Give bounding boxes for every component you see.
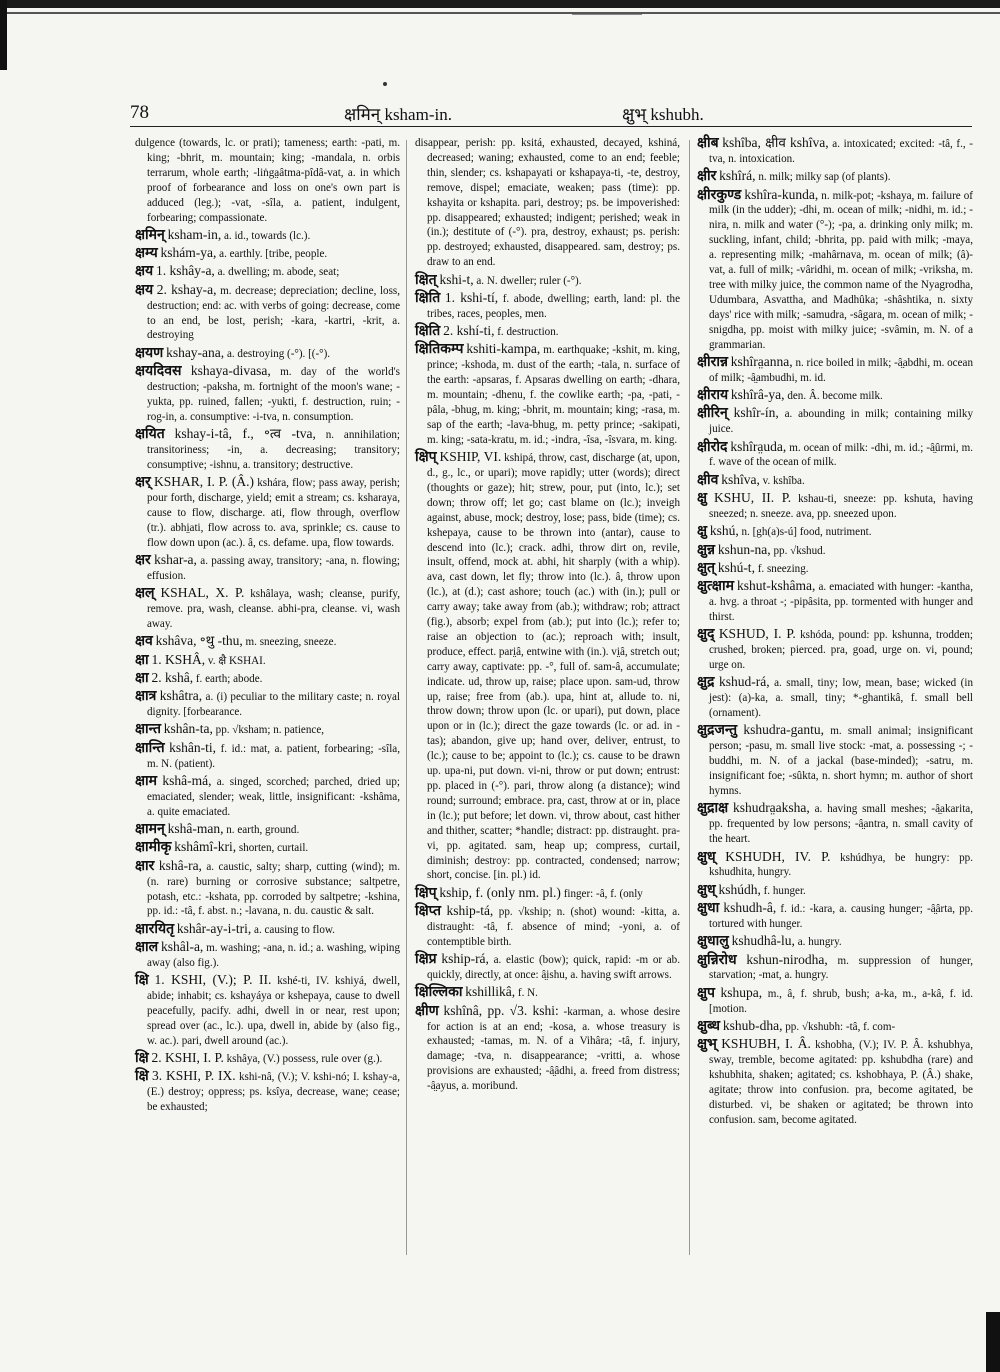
entry-definition: pp. √kshud. — [773, 544, 826, 557]
dictionary-entry — [415, 136, 680, 270]
dictionary-entry — [415, 450, 680, 883]
dictionary-entry — [135, 973, 400, 1049]
entry-definition: a. small, tiny; low, mean, base; wicked (in jest): (a)-ka, a. small, tiny; *-ghantikâ, f. small bell (ornament). — [709, 677, 974, 720]
dictionary-entry — [697, 801, 973, 847]
entry-definition: dulgence (towards, lc. or prati); tameness; earth: -pati, m. king; -bhrit, m. mountain; king; -mandala, n. orbis terrarum, whole earth; -liṅga̤âtma-pîdâ-vat, a. in which proof of forbearance and loss on one's own part is adduced (leg.); -vat, -sîla, a. patient, indulgent, forbearing; compassionate. — [135, 137, 400, 224]
dictionary-entry — [697, 1019, 973, 1035]
headword-transliteration: kshú-t, — [717, 559, 755, 575]
headword-devanagari: क्षीरिन् — [697, 405, 728, 422]
headword-devanagari: क्षर् — [135, 474, 151, 491]
dictionary-entry — [415, 952, 680, 983]
dictionary-entry — [697, 723, 973, 799]
entry-definition: pp. √ksham; n. patience, — [215, 724, 325, 737]
dictionary-entry — [697, 883, 973, 899]
dictionary-entry — [135, 346, 400, 362]
headword-transliteration: kshub-dha, — [722, 1017, 783, 1033]
dictionary-entry — [415, 324, 680, 340]
entry-definition: a. earthly. [tribe, people. — [219, 248, 328, 261]
headword-devanagari: क्षुब्ध — [697, 1017, 721, 1034]
header-rule — [130, 126, 972, 127]
dictionary-entry — [135, 722, 400, 738]
entry-definition: m. decrease; depreciation; decline, loss, destruction; end: ac. with verbs of going: decrease, come to an end, be lost, perish; -kara, -kartri, -krit, a. destroying — [147, 284, 400, 342]
dictionary-entry — [135, 1051, 400, 1067]
entry-definition: a. id., towards (lc.). — [224, 229, 311, 242]
dictionary-entry — [697, 188, 973, 353]
headword-devanagari: क्षान्ति — [135, 739, 165, 756]
dictionary-entry — [697, 543, 973, 559]
entry-definition: kshi-nâ, (V.); V. kshi-nó; I. kshay-a, (E.) destroy; oppress; ps. ksîya, decrease, wane; cease; be exhausted; — [147, 1071, 400, 1114]
headword-transliteration: kshudra-gantu, — [743, 722, 824, 738]
headword-devanagari: क्षिप् — [415, 449, 437, 466]
entry-definition: disappear, perish: pp. ksitá, exhausted, decayed, kshiná, decreased; waning; exhausted, come to an end; feeble; thin, slender; cs. kshapayati or kshapaya-ti, -te, destroy, remove, dispel; emaciate, weaken; pass (time): pp. kshayita or kshapita. pari, destroy; ps. be impoverished: pp. disappeared; exhausted; indigent; perished; weak in (in.); destitute of (-°). pra, destroy, exhaust; ps. perish: pp. destroyed; exhausted, disappeared. sam, destroy; ps. draw to an end. — [415, 137, 680, 269]
headword-transliteration: 1. kshây-a, — [155, 263, 215, 279]
dictionary-entry — [135, 1069, 400, 1115]
dictionary-entry — [697, 675, 973, 721]
dictionary-entry — [697, 934, 973, 950]
headword-devanagari: क्षिल्लिका — [415, 984, 463, 1001]
dictionary-entry — [697, 473, 973, 489]
headword-devanagari: क्षारयितृ — [135, 920, 175, 937]
entry-definition: n. earth, ground. — [226, 824, 300, 837]
dictionary-entry — [135, 634, 400, 650]
headword-devanagari: क्षर — [135, 552, 151, 569]
headword-transliteration: kshudra̤aksha, — [732, 800, 810, 816]
headword-transliteration: kshân-ti, — [169, 739, 217, 755]
headword-devanagari: क्षाम — [135, 772, 158, 789]
headword-devanagari: क्षुधा — [697, 900, 720, 917]
headword-devanagari: क्षामीकृ — [135, 839, 172, 856]
entry-definition: m. day of the world's destruction; -paksha, m. fortnight of the moon's wane; -yukta, pp. ruined, fallen; -yukti, f. destruction, ruin; -rog-in, a. consumptive: -i-tva, n. consumption. — [147, 366, 400, 423]
headword-devanagari: क्षान्त — [135, 721, 161, 738]
entry-definition: a. hungry. — [797, 936, 842, 949]
dictionary-entry — [135, 553, 400, 584]
entry-definition: kshâlaya, wash; cleanse, purify, remove. pra, wash, cleanse. abhi-pra, cleanse. vi, wash away. — [147, 588, 400, 631]
headword-devanagari: क्षुत् — [697, 559, 716, 576]
dictionary-column-3 — [697, 136, 973, 1130]
headword-devanagari: क्षार — [135, 857, 155, 874]
entry-definition: m. washing; -ana, n. id.; a. washing, wiping away (also fig.). — [147, 942, 400, 969]
dictionary-entry — [135, 922, 400, 938]
dictionary-entry — [135, 136, 400, 225]
headword-devanagari: क्षु — [697, 490, 708, 507]
dictionary-entry — [415, 273, 680, 289]
headword-transliteration: kshú, — [709, 523, 739, 539]
entry-definition: m. suppression of hunger, starvation; -mat, a. hungry. — [709, 954, 973, 982]
headword-transliteration: kshay-ana, — [166, 344, 225, 360]
headword-transliteration: kshám-ya, — [160, 245, 217, 261]
dictionary-entry — [135, 364, 400, 425]
headword-devanagari: क्षुध् — [697, 848, 716, 865]
headword-devanagari: क्षुभ् — [697, 1036, 717, 1053]
entry-definition: f. earth; abode. — [195, 672, 263, 685]
scan-speck — [383, 82, 387, 86]
entry-definition: v. क्षै KSHAI. — [207, 654, 266, 667]
entry-definition: kshóda, pound: pp. kshunna, trodden; crushed, broken; pierced. pra, goad, urge on. vi, pound; urge on. — [709, 629, 974, 672]
headword-devanagari: क्षित् — [415, 271, 437, 288]
dictionary-entry — [135, 427, 400, 473]
headword-devanagari: क्षुद्राक्ष — [697, 800, 729, 817]
entry-definition: shorten, curtail. — [238, 842, 309, 855]
dictionary-entry — [697, 388, 973, 404]
headword-transliteration: kshud-rá, — [718, 674, 770, 690]
entry-definition: kshobha, (V.); IV. P. Â. kshubhya, sway, tremble, become agitated: pp. kshubdha (rare) and kshubhita, shaken; agitated; cs. kshobhaya, P. (Â.) shake, agitate; throw into confusion. pra, become agitated, be disturbed. vi, be shaken or agitated; be thrown into confusion. sam, become agitated. — [709, 1039, 973, 1126]
entry-definition: pp. √kshubh: -tâ, f. com- — [785, 1020, 896, 1033]
headword-devanagari: क्षीर — [697, 168, 717, 185]
headword-devanagari: क्षुध् — [697, 881, 716, 898]
headword-devanagari: क्षुन्निरोध — [697, 951, 737, 968]
entry-definition: n. milk-pot; -kshaya, m. failure of milk (in the udder); -dhi, m. ocean of milk; -nidhi, m. id.; -nira, n. milk and water (°-); -pa, a. drinking only milk; m. suckling, infant, child; -bhrita, pp. paid with milk; -maya, a. representing milk; -mahârnava, m. ocean of milk; (â)-vat, a. full of milk; -vâridhi, m. ocean of milk; -vriksha, m. tree with milky juice, the common name of the Nyagrodha, Udumbara, Asvattha, and Madhûka; -shâshtika, n. sixty days' rice with milk; -samudra, -sâgara, m. ocean of milk; -snigdha, pp. moist with milky juice; -svâmin, m. N. of a grammarian. — [709, 189, 973, 351]
headword-devanagari: क्षिप् — [415, 884, 437, 901]
headword-devanagari: क्षयदिवस — [135, 363, 182, 380]
headword-transliteration: 2. KSHI, I. P. — [151, 1050, 224, 1066]
dictionary-entry — [697, 1037, 973, 1127]
headword-devanagari: क्षव — [135, 633, 153, 650]
entry-definition: den. Â. become milk. — [787, 390, 883, 403]
dictionary-entry — [697, 561, 973, 577]
headword-devanagari: क्षीण — [415, 1002, 439, 1019]
dictionary-entry — [135, 822, 400, 838]
headword-devanagari: क्षिति — [415, 323, 441, 340]
headword-devanagari: क्षिप्र — [415, 951, 437, 968]
entry-definition: a. singed, scorched; parched, dried up; emaciated, slender; weak, little, insignificant: -kshâma, a. quite emaciated. — [147, 775, 400, 818]
entry-definition: a. passing away, transitory; -ana, n. flowing; effusion. — [147, 555, 400, 582]
headword-transliteration: 2. kshí-ti, — [443, 323, 495, 339]
entry-definition: kshé-ti, IV. kshiyá, dwell, abide; inhabit; cs. kshayáya or kshepaya, cause to dwell peacefully, pacify. adhi, dwell in or near, rest upon; spread over (ac., lc.). upa, dwell in, abide by (also fig., w. ac.). pari, dwell around (ac.). — [147, 975, 400, 1047]
entry-definition: f. sneezing. — [757, 562, 809, 575]
dictionary-entry — [415, 342, 680, 447]
entry-definition: kshára, flow; pass away, perish; pour forth, discharge, yield; emit a stream; cs. ksharaya, cause to flow, discharge. ati, flow through, overflow (tr.). abhi̤ati, flow across to. ava, sprinkle; cs. cause to flow down upon (ac.). â, cs. defame. upa, flow towards. — [147, 477, 401, 549]
dictionary-entry — [135, 774, 400, 820]
headword-transliteration: KSHAL, X. P. — [160, 585, 245, 601]
headword-transliteration: kshîr-ín, — [733, 405, 779, 421]
entry-definition: f. N. — [517, 987, 538, 1000]
entry-definition: kshúdhya, be hungry: pp. kshudhita, hungry. — [709, 851, 973, 879]
headword-transliteration: 1. KSHÂ, — [151, 651, 206, 667]
headword-transliteration: kshâ-ra, — [158, 857, 202, 873]
headword-transliteration: kshaya-divasa, — [190, 363, 271, 379]
entry-definition: m. small animal; insignificant person; -pasu, m. small live stock: -mat, a. possessing -; -buddhi, m. N. of a jackal (base-minded); -satru, m. insignificant foe; -sûkta, n. short hymn; m. author of short hymns. — [709, 725, 973, 798]
dictionary-entry — [135, 671, 400, 687]
dictionary-entry — [135, 741, 400, 772]
headword-transliteration: kshâtra, — [159, 688, 203, 704]
headword-devanagari: क्षयण — [135, 344, 164, 361]
dictionary-column-1 — [135, 136, 400, 1118]
scan-mark — [572, 14, 642, 15]
headword-transliteration: KSHUBH, I. Â. — [721, 1036, 811, 1052]
dictionary-entry — [135, 586, 400, 632]
entry-definition: a. elastic (bow); quick, rapid: -m or ab. quickly, directly, at once: â̤ishu, a. having swift arrows. — [427, 954, 680, 982]
headword-transliteration: kshîrá, — [719, 168, 756, 184]
headword-devanagari: क्षुधालु — [697, 933, 729, 950]
entry-definition: a. N. dweller; ruler (-°). — [476, 274, 582, 287]
headword-devanagari: क्षि — [135, 1050, 149, 1067]
headword-transliteration: KSHIP, VI. — [439, 449, 502, 465]
headword-transliteration: kshar-a, — [154, 552, 197, 568]
dictionary-entry — [697, 169, 973, 185]
dictionary-entry — [415, 291, 680, 322]
headword-devanagari: क्षुद् — [697, 626, 715, 643]
headword-transliteration: kshîra-kunda, — [744, 186, 819, 202]
dictionary-entry — [135, 475, 400, 551]
headword-transliteration: kshiti-kampa, — [466, 341, 541, 357]
dictionary-entry — [697, 901, 973, 932]
headword-transliteration: 1. kshi-tí, — [444, 289, 499, 305]
dictionary-entry — [135, 689, 400, 720]
scan-border-top — [0, 0, 1000, 8]
scan-border-left — [0, 0, 7, 70]
headword-transliteration: kshîrâ-ya, — [730, 387, 785, 403]
entry-definition: m. ocean of milk: -dhi, m. id.; -â̤ûrmi, m. f. wave of the ocean of milk. — [709, 441, 973, 469]
headword-devanagari: क्षीराय — [697, 387, 729, 404]
dictionary-entry — [697, 627, 973, 673]
dictionary-entry — [697, 953, 973, 984]
headword-devanagari: क्षीब — [697, 135, 719, 151]
headword-devanagari: क्षय — [135, 281, 154, 298]
header-left-guideword: क्षमिन् ksham-in. — [344, 105, 452, 124]
dictionary-column-2 — [415, 136, 680, 1096]
headword-transliteration: kshi-t, — [439, 271, 474, 287]
headword-devanagari: क्षीरोद — [697, 438, 728, 455]
entry-definition: f. id.: -kara, a. causing hunger; -â̤ârta, pp. tortured with hunger. — [709, 903, 973, 930]
headword-transliteration: kshînâ, pp. √3. kshi: — [443, 1002, 559, 1018]
headword-transliteration: KSHU, II. P. — [714, 490, 792, 506]
headword-transliteration: ksham-in, — [167, 226, 222, 242]
entry-definition: a. (i) peculiar to the military caste; n. royal dignity. [forbearance. — [147, 691, 400, 719]
entry-definition: pp. √kship; n. (shot) wound: -kitta, a. distraught: -tâ, f. absence of mind; -yoni, a. of contemptible birth. — [427, 906, 680, 948]
dictionary-entry — [697, 355, 973, 386]
headword-transliteration: kshupa, — [720, 984, 763, 1000]
dictionary-entry — [415, 1004, 680, 1094]
headword-devanagari: क्षि — [135, 972, 149, 989]
headword-devanagari: क्षा — [135, 651, 149, 668]
entry-definition: a. emaciated with hunger: -kantha, a. hvg. a throat -; -pipâsita, pp. tormented with hunger and thirst. — [709, 581, 973, 623]
headword-transliteration: kshillikâ, — [465, 984, 516, 1000]
dictionary-entry — [135, 246, 400, 262]
headword-transliteration: 3. KSHI, P. IX. — [151, 1068, 236, 1084]
headword-devanagari: क्षुत्क्षाम — [697, 578, 734, 595]
dictionary-entry — [135, 283, 400, 344]
headword-transliteration: kshun-na, — [717, 541, 771, 557]
entry-definition: a. destroying (-°). [(-°). — [226, 347, 331, 360]
dictionary-entry — [135, 859, 400, 920]
entry-definition: n. milk; milky sap (of plants). — [758, 171, 891, 184]
entry-definition: a. intoxicated; excited: -tâ, f., -tva, n. intoxication. — [709, 138, 973, 165]
headword-transliteration: 2. kshâ, — [151, 669, 194, 685]
dictionary-entry — [697, 524, 973, 540]
entry-definition: f. abode, dwelling; earth, land: pl. the tribes, races, peoples, men. — [427, 292, 680, 320]
headword-transliteration: kshîra̤anna, — [730, 353, 793, 369]
dictionary-entry — [135, 840, 400, 856]
headword-transliteration: kshâr-ay-i-tri, — [176, 920, 252, 936]
entry-definition: n. annihilation; transitoriness; -in, a. decreasing; transitory; consumptive; -ishnu, a. transitory; destructive. — [147, 429, 400, 471]
page-number: 78 — [130, 102, 149, 123]
headword-devanagari: क्षयित — [135, 426, 165, 443]
headword-devanagari: क्षात्र — [135, 688, 157, 705]
dictionary-entry — [415, 904, 680, 950]
entry-definition: f. id.: mat, a. patient, forbearing; -sîla, m. N. (patient). — [147, 742, 400, 770]
headword-devanagari: क्षुप — [697, 984, 715, 1001]
dictionary-entry — [697, 406, 973, 437]
column-divider — [689, 140, 690, 1255]
headword-transliteration: KSHAR, I. P. (Â.) — [154, 474, 254, 490]
dictionary-entry — [415, 985, 680, 1001]
entry-definition: a. dwelling; m. abode, seat; — [217, 266, 340, 279]
dictionary-entry — [135, 264, 400, 280]
headword-transliteration: kshudh-â, — [723, 900, 777, 916]
headword-devanagari: क्षीव — [697, 471, 719, 488]
headword-devanagari: क्षामन् — [135, 821, 165, 838]
headword-devanagari: क्षिप्त — [415, 903, 441, 920]
headword-transliteration: kshun-nirodha, — [746, 951, 828, 967]
headword-transliteration: kshâ-má, — [162, 772, 212, 788]
headword-transliteration: kshân-ta, — [163, 721, 213, 737]
headword-devanagari: क्षुन्न — [697, 541, 716, 558]
headword-devanagari: क्षितिकम्प — [415, 341, 464, 358]
headword-transliteration: kshudhâ-lu, — [731, 933, 795, 949]
entry-definition: a. abounding in milk; containing milky juice. — [709, 408, 973, 436]
headword-devanagari: क्षम्य — [135, 245, 158, 262]
entry-definition: kshau-ti, sneeze: pp. kshuta, having sneezed; n. sneeze. ava, pp. sneezed upon. — [709, 493, 973, 520]
headword-devanagari: क्षीरकुण्ड — [697, 186, 742, 203]
headword-transliteration: kshut-kshâma, — [737, 578, 816, 594]
headword-transliteration: kship, f. (only nm. pl.) — [439, 884, 561, 900]
entry-definition: -karman, a. whose desire for action is at an end; -kosa, a. whose treasury is exhausted; -tamas, m. N. of a Vihâra; -tâ, f. injury, damage; -tva, n. disappearance; -vritti, a. whose provisions are exhausted; -â̤âdhi, a. freed from distress; -â̤ayus, a. moribund. — [427, 1005, 680, 1093]
entry-definition: finger: -â, f. (only — [563, 887, 643, 900]
column-divider — [406, 140, 407, 1255]
headword-devanagari: क्षि — [135, 1068, 149, 1085]
headword-transliteration: kshúdh, — [718, 881, 761, 897]
headword-devanagari: क्षु — [697, 523, 708, 540]
entry-definition: n. rice boiled in milk; -â̤abdhi, m. ocean of milk; -â̤ambudhi, m. id. — [709, 356, 973, 384]
headword-transliteration: kshay-i-tâ, f., ॰त्व -tva, — [174, 426, 316, 442]
headword-transliteration: KSHUDH, IV. P. — [725, 848, 831, 864]
entry-definition: v. kshîba. — [762, 474, 805, 487]
header-right-guideword: क्षुभ् kshubh. — [622, 105, 704, 124]
entry-definition: a. causing to flow. — [254, 923, 335, 936]
headword-transliteration: kship-rá, — [441, 951, 489, 967]
entry-definition: f. destruction. — [497, 326, 559, 339]
headword-transliteration: KSHUD, I. P. — [718, 626, 796, 642]
headword-devanagari: क्षाल — [135, 939, 159, 955]
dictionary-entry — [697, 440, 973, 471]
dictionary-entry — [697, 850, 973, 881]
entry-definition: m., â, f. shrub, bush; a-ka, m., a-kâ, f. id. [motion. — [709, 987, 973, 1015]
entry-definition: a. having small meshes; -â̤akarita, pp. frequented by low persons; -â̤antra, n. small cavity of the heart. — [709, 803, 973, 846]
headword-transliteration: 1. KSHI, (V.); P. II. — [154, 972, 272, 988]
headword-devanagari: क्षा — [135, 669, 149, 686]
dictionary-entry — [415, 886, 680, 902]
scan-border-line — [0, 12, 1000, 14]
headword-devanagari: क्षल् — [135, 585, 155, 602]
entry-definition: a. caustic, salty; sharp, cutting (wind); m. (n. rare) burning or corrosive substance; saltpetre, potash, etc.: -kshata, pp. corroded by saltpetre; -kshina, pp. id.: -tâ, f. abst. n.; -lavana, n. du. caustic & salt. — [147, 860, 400, 918]
dictionary-entry — [135, 653, 400, 669]
headword-transliteration: kshîra̤uda, — [730, 438, 787, 454]
headword-devanagari: क्षुद्र — [697, 674, 715, 691]
headword-transliteration: kshâva, ॰थु -thu, — [155, 633, 243, 649]
headword-devanagari: क्षुद्रजन्तु — [697, 722, 738, 739]
scan-border-right — [986, 1312, 1000, 1372]
dictionary-entry — [135, 228, 400, 244]
headword-transliteration: kshâmî-kri, — [174, 839, 237, 855]
entry-definition: kshipá, throw, cast, discharge (at, upon, d., g., lc., or upari); move rapidly; utter (words); direct (thoughts or gaze); hit; strew, pour, put (into, lc.); set down; throw off; let go; cast blame on (lc.); inveigh against, abuse, mock; destroy, lose; pass, bide (time); cs. kshepaya, cause to be thrown into (antar), cause to descend into (lc.); crack. adhi, throw dirt on, revile, insult, offend, mock at. abhi, hit sharply (with a whip). ava, cast down, let fly; throw into (lc.). â, throw upon (lc.), at (d.); cast ashore; touch (ac.) with (in.); pull or carry away; take away from (ab.); withdraw; rob; attract (fig.), absorb; expel from (ab.); put into (lc.); refer to; raise an objection to (ac.); reproach with; insult, produce, effect. pari̤â, entwine with (in.). vi̤â, stretch out; carry away, captivate: pp. -°, full of. sam-â, accumulate; indicate. ud, throw up, raise; place upon. sam-ud, throw up, raise; free from (ab.). upa, hint at, allude to. ni, throw down; throw upon (lc. or upari), put down, place upon or in (lc.); direct the gaze towards (lc. or ad. in -tas); abandon, give up; hand over, deliver, entrust, to (lc.); cause to be; appoint to (lc.); cs. cause to be drawn up. upa-ni, put down. vi-ni, throw or put down; entrust: pp. placed in (-°). pari, throw along (a distance); wind round; surround; embrace. pra, cast, throw at or in, place in (lc.); put before; let down. vi, throw about, cast hither and thither, scatter; *handle; distract: pp. distraught. pra-vi, pp. agitated. sam, heap up; compress, curtail, diminish; destroy: pp. contracted, condensed; narrow; short, concise. [in. pl.) id. — [427, 452, 681, 882]
entry-definition: f. hunger. — [763, 884, 806, 897]
headword-devanagari: क्षिति — [415, 289, 441, 306]
headword-devanagari: क्षीरान्न — [697, 353, 728, 370]
headword-transliteration: kshîva, — [721, 471, 760, 487]
headword-transliteration: kshîba, क्षीव kshîva, — [722, 135, 829, 150]
dictionary-entry — [135, 940, 400, 971]
headword-devanagari: क्षय — [135, 263, 154, 280]
entry-definition: m. earthquake; -kshit, m. king, prince; -kshoda, m. dust of the earth; -tala, n. surface of the earth: -apsaras, f. Apsaras dwelling on earth; -dhara, m. mountain; -dhenu, f. the cowlike earth; -pa, -pati, -pâla, -bhug, m. king; -bhrit, m. mountain; king; -rasa, m. sap of the earth; -lava-bhug, m. petty prince; -sakipati, m. king; -sata-kratu, m. id.; -indra, -îsa, -îsvara, m. king. — [427, 344, 680, 446]
headword-transliteration: kship-tá, — [446, 903, 494, 919]
entry-definition: m. sneezing, sneeze. — [245, 636, 337, 649]
entry-definition: kshâya, (V.) possess, rule over (g.). — [226, 1053, 383, 1066]
dictionary-entry — [697, 986, 973, 1017]
dictionary-entry — [697, 579, 973, 625]
dictionary-entry — [697, 136, 973, 167]
headword-transliteration: 2. kshay-a, — [156, 281, 217, 297]
dictionary-entry — [697, 491, 973, 522]
headword-transliteration: kshâl-a, — [160, 939, 204, 954]
entry-definition: n. [gh(a)s-ú] food, nutriment. — [741, 526, 872, 539]
headword-devanagari: क्षमिन् — [135, 226, 165, 243]
headword-transliteration: kshâ-man, — [167, 821, 224, 837]
